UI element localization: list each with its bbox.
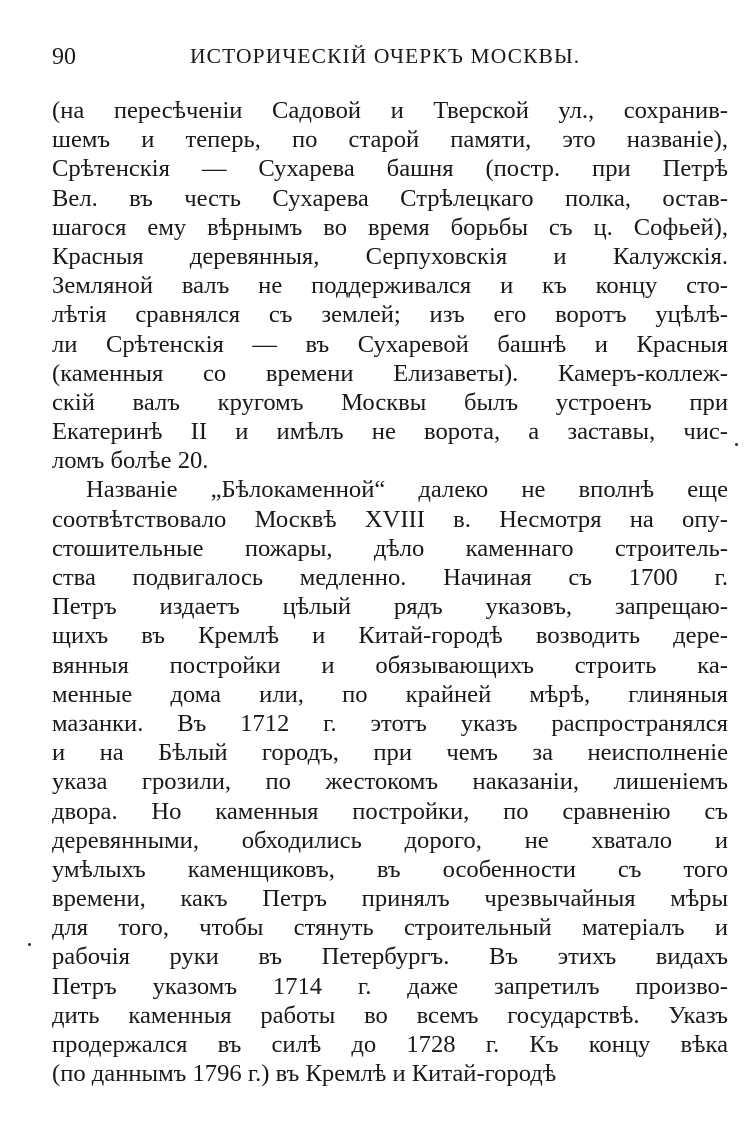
text-line: ства подвигалось медленно. Начиная съ 1700 г. <box>52 564 728 591</box>
text-line: мазанки. Въ 1712 г. этотъ указъ распространялся <box>52 709 728 737</box>
text-line: двора. Но каменныя постройки, по сравненію съ <box>52 797 728 825</box>
text-line: Вел. въ честь Сухарева Стрѣлецкаго полка, остав- <box>52 184 728 212</box>
text-line: ли Срѣтенскія — въ Сухаревой башнѣ и Красныя <box>52 330 728 358</box>
text-line: времени, какъ Петръ принялъ чрезвычайныя мѣры <box>52 885 728 913</box>
text-line: Земляной валъ не поддерживался и къ концу сто- <box>52 272 728 300</box>
text-line: Срѣтенскія — Сухарева башня (постр. при Петрѣ <box>52 155 728 183</box>
text-line: ломъ болѣе 20. <box>52 447 209 475</box>
running-title: ИСТОРИЧЕСКІЙ ОЧЕРКЪ МОСКВЫ. <box>190 44 581 68</box>
text-line: стошительные пожары, дѣло каменнаго строитель- <box>52 534 728 562</box>
text-line: указа грозили, по жестокомъ наказаніи, лишеніемъ <box>52 768 728 796</box>
page-header <box>52 44 728 78</box>
text-line: (каменныя со времени Елизаветы). Камеръ-коллеж- <box>52 359 728 387</box>
text-line: рабочія руки въ Петербургъ. Въ этихъ видахъ <box>52 943 728 971</box>
text-line: шемъ и теперь, по старой памяти, это названіе), <box>52 126 728 154</box>
text-line: и на Бѣлый городъ, при чемъ за неисполненіе <box>52 739 728 767</box>
text-line: скій валъ кругомъ Москвы былъ устроенъ при <box>52 388 728 416</box>
text-line: вянныя постройки и обязывающихъ строить ка- <box>52 651 728 679</box>
text-line: продержался въ силѣ до 1728 г. Къ концу вѣка <box>52 1031 728 1058</box>
text-line: (на пересѣченіи Садовой и Тверской ул., сохранив- <box>52 97 728 124</box>
text-line: Названіе „Бѣлокаменной“ далеко не вполнѣ еще <box>86 476 728 504</box>
text-line: соотвѣтствовало Москвѣ XVIII в. Несмотря на опу- <box>52 505 728 533</box>
text-line: для того, чтобы стянуть строительный матеріалъ и <box>52 914 728 942</box>
text-line: дить каменныя работы во всемъ государствѣ. Указъ <box>52 1001 728 1029</box>
text-line: шагося ему вѣрнымъ во время борьбы съ ц. Софьей), <box>52 213 728 241</box>
text-line: щихъ въ Кремлѣ и Китай-городѣ возводить дере- <box>52 622 728 650</box>
text-line: Екатеринѣ II и имѣлъ не ворота, а заставы, чис- <box>52 418 728 446</box>
page-number: 90 <box>52 44 76 70</box>
margin-speck <box>28 943 31 946</box>
text-line: умѣлыхъ каменщиковъ, въ особенности съ того <box>52 855 728 883</box>
page-body <box>52 96 728 1088</box>
text-line: деревянными, обходились дорого, не хватало и <box>52 826 728 854</box>
text-line: Петръ указомъ 1714 г. даже запретилъ произво- <box>52 972 728 1000</box>
text-line: менные дома или, по крайней мѣрѣ, глиняныя <box>52 680 728 708</box>
text-line: Красныя деревянныя, Серпуховскія и Калужскія. <box>52 242 728 270</box>
text-line: Петръ издаетъ цѣлый рядъ указовъ, запрещаю- <box>52 593 728 621</box>
text-line: (по даннымъ 1796 г.) въ Кремлѣ и Китай-городѣ <box>52 1060 557 1088</box>
margin-speck <box>735 443 738 446</box>
text-line: лѣтія сравнялся съ землей; изъ его воротъ уцѣлѣ- <box>52 301 728 329</box>
